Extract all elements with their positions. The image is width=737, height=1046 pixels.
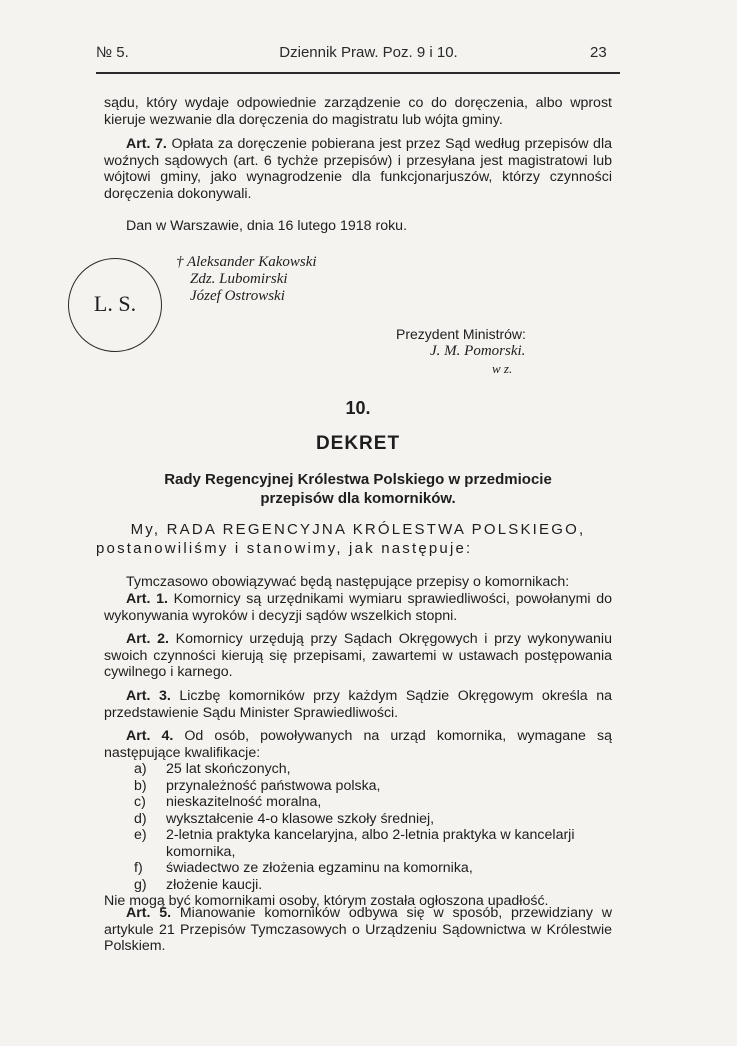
- preamble-line-1: My, RADA REGENCYJNA KRÓLESTWA POLSKIEGO,: [130, 521, 586, 538]
- article-2: [104, 631, 612, 681]
- signatories: [176, 254, 317, 305]
- qualification-list: [104, 761, 612, 910]
- list-item: c) nieskazitelność moralna,: [134, 794, 322, 810]
- article-2-text: Komornicy urzędują przy Sądach Okręgowych i przy wykonywaniu swoich czynności kierują się przepisami, zawartemi w ustawach postępowania cywilnego i karnego.: [104, 631, 612, 680]
- decree-subtitle-line-1: Rady Regencyjnej Królestwa Polskiego w przedmiocie: [164, 471, 552, 488]
- prime-minister-title: Prezydent Ministrów:: [396, 326, 526, 342]
- signature-1: † Aleksander Kakowski: [176, 254, 317, 270]
- prime-minister-name: J. M. Pomorski.: [430, 343, 526, 359]
- issue-number: № 5.: [96, 44, 129, 61]
- article-7-text: Opłata za doręczenie pobierana jest przez Sąd według przepisów dla woźnych sądowych (art. 6 tychże przepisów) i przesyłana jest magistratowi lub wójtowi gminy, jako wynagrodzenie dla funkcjonarjuszów, którzy czynności doręczenia dokonywali.: [104, 136, 612, 202]
- article-3-text: Liczbę komorników przy każdym Sądzie Okręgowym określa na przedstawienie Sądu Minister Sprawiedliwości.: [104, 688, 612, 721]
- prime-minister-block: [396, 326, 526, 377]
- paragraph-continuation: sądu, który wydaje odpowiednie zarządzenie co do doręczenia, albo wprost kieruje wezwanie dla doręczenia do magistratu lub wójta gminy.: [104, 95, 612, 128]
- decree-subtitle-line-2: przepisów dla komorników.: [260, 490, 456, 507]
- article-4-closing: Nie mogą być komornikami osoby, którym została ogłoszona upadłość.: [104, 893, 549, 909]
- article-7-label: Art. 7.: [126, 136, 167, 152]
- article-4: [104, 728, 612, 761]
- article-4-label: Art. 4.: [126, 728, 174, 744]
- prime-minister-suffix: w z.: [492, 361, 513, 376]
- article-3: [104, 688, 612, 721]
- list-item: a) 25 lat skończonych,: [134, 761, 291, 777]
- article-4-text: Od osób, powoływanych na urząd komornika, wymagane są następujące kwalifikacje:: [104, 728, 612, 761]
- list-item: e) 2-letnia praktyka kancelaryjna, albo 2-letnia praktyka w kancelarji komornika,: [134, 827, 575, 860]
- article-5-text: Mianowanie komorników odbywa się w sposób, przewidziany w artykule 21 Przepisów Tymczasowych o Urządzeniu Sądownictwa w Królestwie Polskiem.: [104, 905, 612, 954]
- intro-text: Tymczasowo obowiązywać będą następujące przepisy o komornikach:: [126, 574, 570, 590]
- article-7: [104, 136, 612, 202]
- article-2-label: Art. 2.: [126, 631, 169, 647]
- journal-title: Dziennik Praw. Poz. 9 i 10.: [279, 44, 458, 61]
- article-5-label: Art. 5.: [126, 905, 172, 921]
- decree-subtitle: [96, 470, 620, 508]
- article-1-text: Komornicy są urzędnikami wymiaru sprawiedliwości, powołanymi do wykonywania wyroków i decyzji sądów wszelkich stopni.: [104, 591, 612, 624]
- article-1: [104, 591, 612, 624]
- header-rule: [96, 72, 620, 74]
- article-3-label: Art. 3.: [126, 688, 171, 704]
- dated-line: Dan w Warszawie, dnia 16 lutego 1918 roku.: [126, 218, 408, 234]
- seal-text: L. S.: [93, 291, 137, 316]
- seal-stamp: [68, 258, 162, 352]
- preamble-line-2: postanowiliśmy i stanowimy, jak następuje:: [96, 540, 473, 557]
- signature-3: Józef Ostrowski: [190, 288, 285, 304]
- list-item: d) wykształcenie 4-o klasowe szkoły średniej,: [134, 810, 435, 827]
- article-1-label: Art. 1.: [126, 591, 168, 607]
- list-item: b) przynależność państwowa polska,: [134, 777, 381, 794]
- list-item: f) świadectwo ze złożenia egzaminu na komornika,: [134, 860, 473, 876]
- page-number: 23: [590, 44, 607, 61]
- list-item: g) złożenie kaucji.: [134, 876, 263, 893]
- decree-number: 10.: [345, 398, 371, 418]
- decree-heading: DEKRET: [315, 433, 401, 454]
- signature-2: Zdz. Lubomirski: [190, 271, 288, 287]
- article-5: [104, 905, 612, 955]
